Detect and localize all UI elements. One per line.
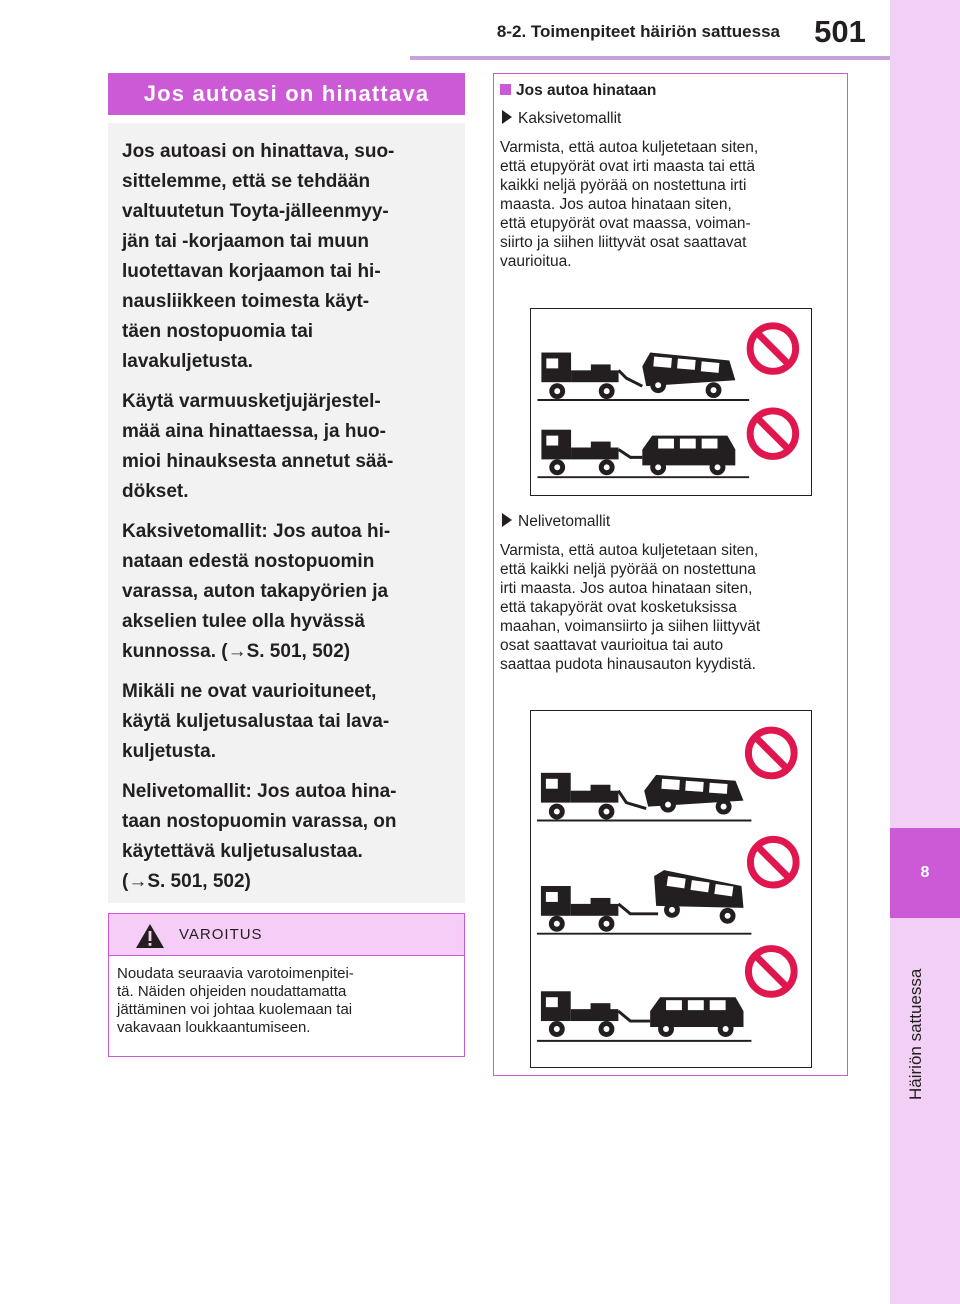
suv-icon <box>642 436 735 476</box>
summary-paragraph: Mikäli ne ovat vaurioituneet, käytä kuljetusalustaa tai lava- kuljetusta. <box>122 681 390 762</box>
summary-box <box>108 123 465 903</box>
chapter-side-strip <box>890 0 960 1304</box>
prohibited-icon <box>750 839 796 885</box>
summary-paragraph: Jos autoasi on hinattava, suo- sittelemme, että se tehdään valtuutetun Toyta-jälleenmyy- jän tai -korjaamon tai muun luotettavan korjaamon tai hi- nausliikkeen toimesta käyt- täen nostopuomia tai lavakuljetusta. <box>122 141 395 372</box>
tow-truck-icon <box>541 773 646 820</box>
towing-figure-4wd <box>530 710 812 1068</box>
section-title: 8-2. Toimenpiteet häiriön sattuessa <box>496 22 780 41</box>
chapter-label: Häiriön sattuessa <box>906 968 925 1100</box>
tow-truck-icon <box>541 991 650 1037</box>
caution-text: Noudata seuraavia varotoimenpitei- tä. Näiden ohjeiden noudattamatta jättäminen voi johtaa kuolemaan tai vakavaan loukkaantumiseen. <box>117 965 354 1036</box>
paragraph-4wd: Varmista, että autoa kuljetetaan siten, että kaikki neljä pyörää on nostettuna irti maasta. Jos autoa hinataan siten, että takapyörät ovat kosketuksissa maahan, voimansiirto ja siihen liittyvät osat saattavat vaurioitua tai auto saattaa pudota hinausauton kyydistä. <box>500 542 761 673</box>
tow-truck-icon <box>541 430 642 476</box>
towing-heading: Jos autoa hinataan <box>500 81 656 100</box>
paragraph-2wd: Varmista, että autoa kuljetetaan siten, että etupyörät ovat irti maasta tai että kaikki neljä pyörää on nostettuna irti maasta. Jos autoa hinataan siten, että etupyörät ovat maassa, voiman- siirto ja siihen liittyvät osat saattavat vaurioitua. <box>500 139 759 270</box>
page-reference-link[interactable]: (→S. 501, 502) <box>122 871 251 892</box>
warning-triangle-icon <box>135 923 165 949</box>
prohibited-icon <box>750 326 796 372</box>
caution-label: VAROITUS <box>179 926 263 943</box>
subheading-2wd: Kaksivetomallit <box>500 109 621 128</box>
caution-header <box>109 914 464 956</box>
subheading-4wd: Nelivetomallit <box>500 512 610 531</box>
summary-paragraph: Nelivetomallit: Jos autoa hina- taan nostopuomin varassa, on käytettävä kuljetusalustaa. (→S. 501, 502) <box>122 777 451 897</box>
caution-box <box>108 913 465 1057</box>
suv-icon <box>644 775 743 815</box>
tow-truck-icon <box>541 353 642 400</box>
section-heading: Jos autoasi on hinattava <box>143 81 430 106</box>
prohibited-icon <box>748 730 794 776</box>
summary-paragraph: Kaksivetomallit: Jos autoa hi- nataan edestä nostopuomin varassa, auton takapyörien ja akselien tulee olla hyvässä kunnossa. (→S. 501, 502) <box>122 517 451 667</box>
triangle-bullet-icon <box>502 513 512 527</box>
tow-truck-icon <box>541 886 658 932</box>
page-number: 501 <box>814 14 866 49</box>
section-heading-box <box>108 73 465 115</box>
square-bullet-icon <box>500 84 511 95</box>
chapter-tab[interactable] <box>890 828 960 918</box>
suv-icon <box>654 870 743 924</box>
summary-paragraph: Käytä varmuusketjujärjestel- mää aina hinattaessa, ja huo- mioi hinauksesta annetut sää- dökset. <box>122 391 394 502</box>
suv-icon <box>642 353 735 399</box>
towing-figure-2wd <box>530 308 812 496</box>
triangle-bullet-icon <box>502 110 512 124</box>
prohibited-icon <box>748 949 794 995</box>
chapter-number: 8 <box>920 864 930 881</box>
prohibited-icon <box>750 411 796 457</box>
page-reference-link[interactable]: kunnossa. (→S. 501, 502) <box>122 641 351 662</box>
chapter-label-wrap <box>906 930 928 1100</box>
header-rule <box>410 56 890 60</box>
suv-icon <box>650 997 743 1037</box>
